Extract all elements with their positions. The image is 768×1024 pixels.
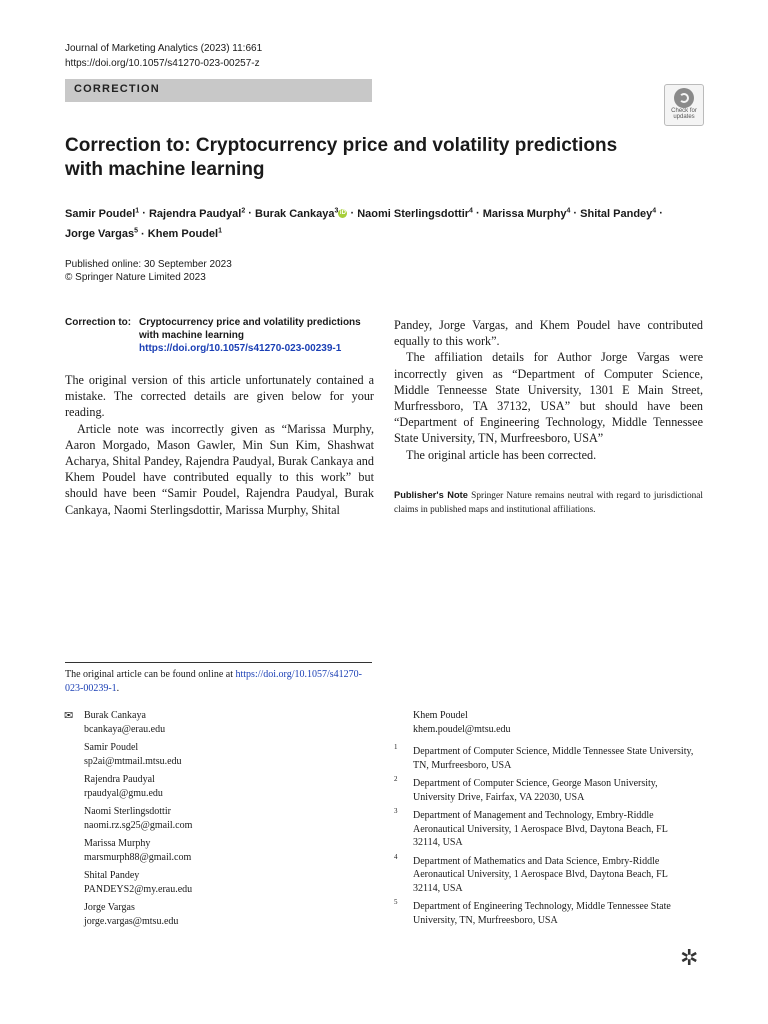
publishers-note-text: Springer Nature remains neutral with regard to jurisdictional claims in published maps and institutional affiliations.	[394, 491, 703, 515]
springer-logo-icon: ✲	[680, 945, 699, 970]
published-date: Published online: 30 September 2023	[65, 259, 232, 270]
journal-citation	[65, 41, 262, 71]
affiliation: 2 Department of Computer Science, George Mason University, University Drive, Fairfax, VA 22030, USA	[394, 775, 658, 803]
paragraph-continued: Pandey, Jorge Vargas, and Khem Poudel have contributed equally to this work”.	[394, 318, 703, 349]
author[interactable]: Samir Poudel$^1$	[65, 207, 140, 220]
affiliation: 3 Department of Management and Technology, Embry-Riddle Aeronautical University, 1 Aerospace Blvd, Daytona Beach, FL 32114, USA	[394, 807, 668, 848]
affiliations	[394, 745, 694, 932]
paragraph: The affiliation details for Author Jorge Vargas were incorrectly given as “Department of Computer Science, Middle Tenneesse State University, 1301 E Main Street, Murfressboro, TA 37132, USA” but should have been “Department of Engineering Technology, Middle Tennessee State University, TN, Murfreesboro, USA”	[394, 350, 703, 446]
author[interactable]: Naomi Sterlingsdottir$^4$	[357, 207, 473, 220]
author[interactable]: Rajendra Paudyal$^2$	[148, 207, 246, 220]
author[interactable]: Khem Poudel$^1$	[147, 227, 222, 241]
copyright: © Springer Nature Limited 2023	[65, 272, 206, 283]
affiliation: 4 Department of Mathematics and Data Science, Embry-Riddle Aeronautical University, 1 Aerospace Blvd, Daytona Beach, FL 32114, USA	[394, 852, 668, 894]
doi-line: https://doi.org/10.1057/s41270-023-00257-z	[65, 58, 260, 69]
check-for-updates-badge[interactable]	[664, 84, 704, 126]
publishers-note	[394, 488, 703, 517]
author[interactable]: Shital Pandey$^4$	[580, 207, 657, 220]
author[interactable]: Marissa Murphy$^4$	[482, 207, 571, 220]
contact: Jorge Vargas jorge.vargas@mtsu.edu	[84, 901, 364, 928]
correction-target	[139, 316, 379, 355]
footnote-divider	[65, 662, 372, 663]
contact: Rajendra Paudyal rpaudyal@gmu.edu	[84, 773, 364, 800]
correction-title: Cryptocurrency price and volatility predictions with machine learning	[139, 317, 361, 341]
email[interactable]: rpaudyal@gmu.edu	[84, 787, 163, 799]
check-updates-text-1: Check for	[671, 108, 697, 114]
contact: Burak Cankaya bcankaya@erau.edu	[84, 709, 364, 736]
email[interactable]: PANDEYS2@my.erau.edu	[84, 883, 193, 895]
email[interactable]: marsmurph88@gmail.com	[84, 851, 192, 863]
author[interactable]: Jorge Vargas$^5$	[65, 227, 138, 241]
body-right-column	[394, 317, 703, 463]
contact: Shital Pandey PANDEYS2@my.erau.edu	[84, 869, 364, 896]
footnote: The original article can be found online at https://doi.org/10.1057/s41270-023-00239-1.	[65, 669, 362, 694]
affiliation: 1 Department of Computer Science, Middle Tennessee State University, TN, Murfreesboro, USA	[394, 743, 694, 771]
email[interactable]: sp2ai@mtmail.mtsu.edu	[84, 755, 182, 767]
check-updates-text-2: updates	[673, 114, 695, 120]
refresh-icon	[674, 88, 694, 108]
correction-label: Correction to:	[65, 317, 132, 328]
publishers-note-label: Publisher's Note	[394, 490, 468, 500]
orcid-icon[interactable]: iD	[339, 210, 346, 217]
contact: Khem Poudel khem.poudel@mtsu.edu	[413, 710, 511, 735]
paragraph: Article note was incorrectly given as “Marissa Murphy, Aaron Morgado, Mason Gawler, Min Sun Kim, Shashwat Acharya, Shital Pandey, Rajendra Paudyal, Burak Cankaya and Khem Poudel have contributed equally to this work” but should have been “Samir Poudel, Rajendra Paudyal, Burak Cankaya, Naomi Sterlingsdottir, Marissa Murphy, Shital	[65, 421, 374, 517]
paragraph: The original version of this article unfortunately contained a mistake. The corrected details are given below for your reading.	[65, 373, 374, 420]
email[interactable]: bcankaya@erau.edu	[84, 723, 166, 735]
journal-line: Journal of Marketing Analytics (2023) 11:661	[65, 43, 263, 54]
author-contacts	[84, 709, 364, 933]
article-title: Correction to: Cryptocurrency price and volatility predictions with machine learning	[65, 135, 618, 180]
contact: Marissa Murphy marsmurph88@gmail.com	[84, 837, 364, 864]
envelope-icon: ✉	[64, 710, 74, 722]
email[interactable]: naomi.rz.sg25@gmail.com	[84, 819, 193, 831]
affiliation: 5 Department of Engineering Technology, Middle Tennessee State University, TN, Murfreesboro, USA	[394, 898, 671, 926]
body-left-column	[65, 372, 374, 518]
contact: Samir Poudel sp2ai@mtmail.mtsu.edu	[84, 741, 364, 768]
banner-label: CORRECTION	[74, 83, 160, 95]
publication-info	[65, 258, 232, 284]
article-type-banner	[65, 79, 372, 102]
author-list: Samir Poudel$^1$ · Rajendra Paudyal$^2$ · Burak Cankaya$^3$ iD · Naomi Sterlingsdottir$^4$ · Marissa Murphy$^4$ · Shital Pandey$^4$ · Jorge Vargas$^5$ · Khem Poudel$^1$	[65, 207, 663, 241]
right-column-text	[394, 317, 703, 463]
paragraph: The original article has been corrected.	[406, 447, 597, 462]
email[interactable]: khem.poudel@mtsu.edu	[413, 723, 511, 735]
original-article-link[interactable]: https://doi.org/10.1057/s41270-023-00239-1	[65, 669, 362, 694]
author[interactable]: Burak Cankaya$^3$	[255, 207, 339, 220]
email[interactable]: jorge.vargas@mtsu.edu	[84, 915, 179, 927]
correction-link[interactable]: https://doi.org/10.1057/s41270-023-00239-1	[139, 343, 342, 354]
contact: Naomi Sterlingsdottir naomi.rz.sg25@gmail.com	[84, 805, 364, 832]
